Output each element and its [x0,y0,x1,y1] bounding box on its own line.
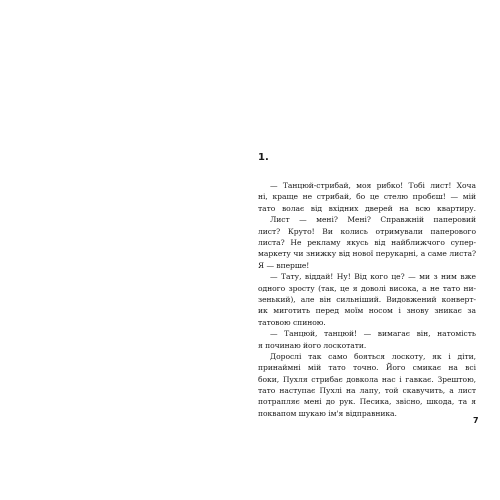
text-line: поквапом шукаю ім'я відправника. [258,408,397,418]
text-line: Дорослі так само бояться лоскоту, як і діти, [270,351,476,361]
text-line: ик миготить перед моїм носом і знову зникає за [258,306,476,316]
text-line: татовою спиною. [258,317,326,327]
text-line: боки, Пухля стрибає довкола нас і гавкає. Зрештою, [258,374,476,384]
text-line: ні, краще не стрибай, бо це стелю пробєш! — мій [258,192,476,202]
text-line: тато волає від вхідних дверей на всю квартиру. [258,203,476,213]
text-line: — Танцюй, танцюй! — вимагає він, натомість [270,329,476,339]
text-line: принаймні мій тато точно. Його смикає на всі [258,363,476,373]
text-line: — Танцюй-стрибай, моя рибко! Тобі лист! Хоча [270,181,476,190]
text-line: лист? Круто! Ви колись отримували паперового [258,226,476,236]
text-line: — Тату, віддай! Ну! Від кого це? — ми з ним вже [270,272,476,282]
text-line: маркету чи знижку від нової перукарні, а саме листа? [258,249,476,259]
chapter-text [258,180,476,419]
text-line: листа? Не рекламу якусь від найближчого супер- [258,237,476,247]
chapter-number: 1. [258,152,269,163]
text-line: зенький), але він сильніший. Видовжений конверт- [258,294,476,304]
text-line: Лист — мені? Мені? Справжній паперовий [270,215,476,225]
text-line: тато наступає Пухлі на лапу, той скавучить, а лист [258,386,476,396]
text-line: я починаю його лоскотати. [258,340,367,350]
text-line: одного зросту (так, це я доволі висока, а не тато ни- [258,283,476,293]
page-number: 7 [473,416,479,425]
text-line: потрапляє мені до рук. Песика, звісно, шкода, та я [258,397,476,407]
text-line: Я — вперше! [258,260,310,270]
